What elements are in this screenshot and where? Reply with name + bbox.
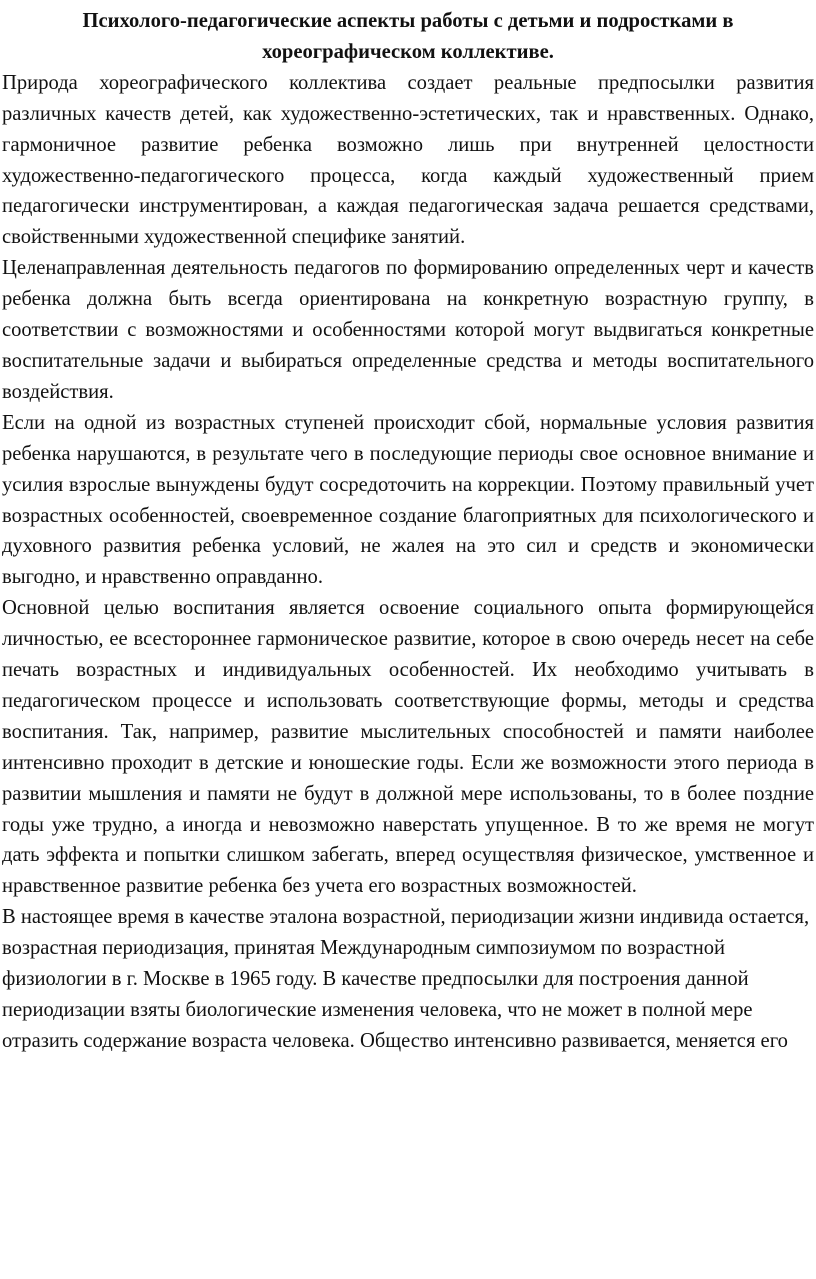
document-title: Психолого-педагогические аспекты работы с детьми и подростками в хореографическом коллективе.	[82, 10, 734, 63]
paragraph: В настоящее время в качестве эталона возрастной, периодизации жизни индивида остается, возрастная периодизация, принятая Международным симпозиумом по возрастной физиологии в г. Москве в 1965 году. В качестве предпосылки для построения данной периодизации взяты биологические изменения человека, что не может в полной мере отразить содержание возраста человека. Общество интенсивно развивается, меняется его	[2, 906, 810, 1052]
paragraph: Если на одной из возрастных ступеней происходит сбой, нормальные условия развития ребенка нарушаются, в результате чего в последующие периоды свое основное внимание и усилия взрослые вынуждены будут сосредоточить на коррекции. Поэтому правильный учет возрастных особенностей, своевременное создание благоприятных для психологического и духовного развития ребенка условий, не жалея на это сил и средств и экономически выгодно, и нравственно оправданно.	[2, 411, 814, 589]
paragraph: Целенаправленная деятельность педагогов по формированию определенных черт и качеств ребенка должна быть всегда ориентирована на конкретную возрастную группу, в соответствии с возможностями и особенностями которой могут выдвигаться конкретные воспитательные задачи и выбираться определенные средства и методы воспитательного воздействия.	[2, 257, 814, 403]
paragraph: Основной целью воспитания является освоение социального опыта формирующейся личностью, ее всестороннее гармоническое развитие, которое в свою очередь несет на себе печать возрастных и индивидуальных особенностей. Их необходимо учитывать в педагогическом процессе и использовать соответствующие формы, методы и средства воспитания. Так, например, развитие мыслительных способностей и памяти наиболее интенсивно проходит в детские и юношеские годы. Если же возможности этого периода в развитии мышления и памяти не будут в должной мере использованы, то в более поздние годы уже трудно, а иногда и невозможно наверстать упущенное. В то же время не могут дать эффекта и попытки слишком забегать, вперед осуществляя физическое, умственное и нравственное развитие ребенка без учета его возрастных возможностей.	[2, 597, 814, 898]
paragraph: Природа хореографического коллектива создает реальные предпосылки развития различных качеств детей, как художественно-эстетических, так и нравственных. Однако, гармоничное развитие ребенка возможно лишь при внутренней целостности художественно-педагогического процесса, когда каждый художественный прием педагогически инструментирован, а каждая педагогическая задача решается средствами, свойственными художественной специфике занятий.	[2, 71, 814, 249]
